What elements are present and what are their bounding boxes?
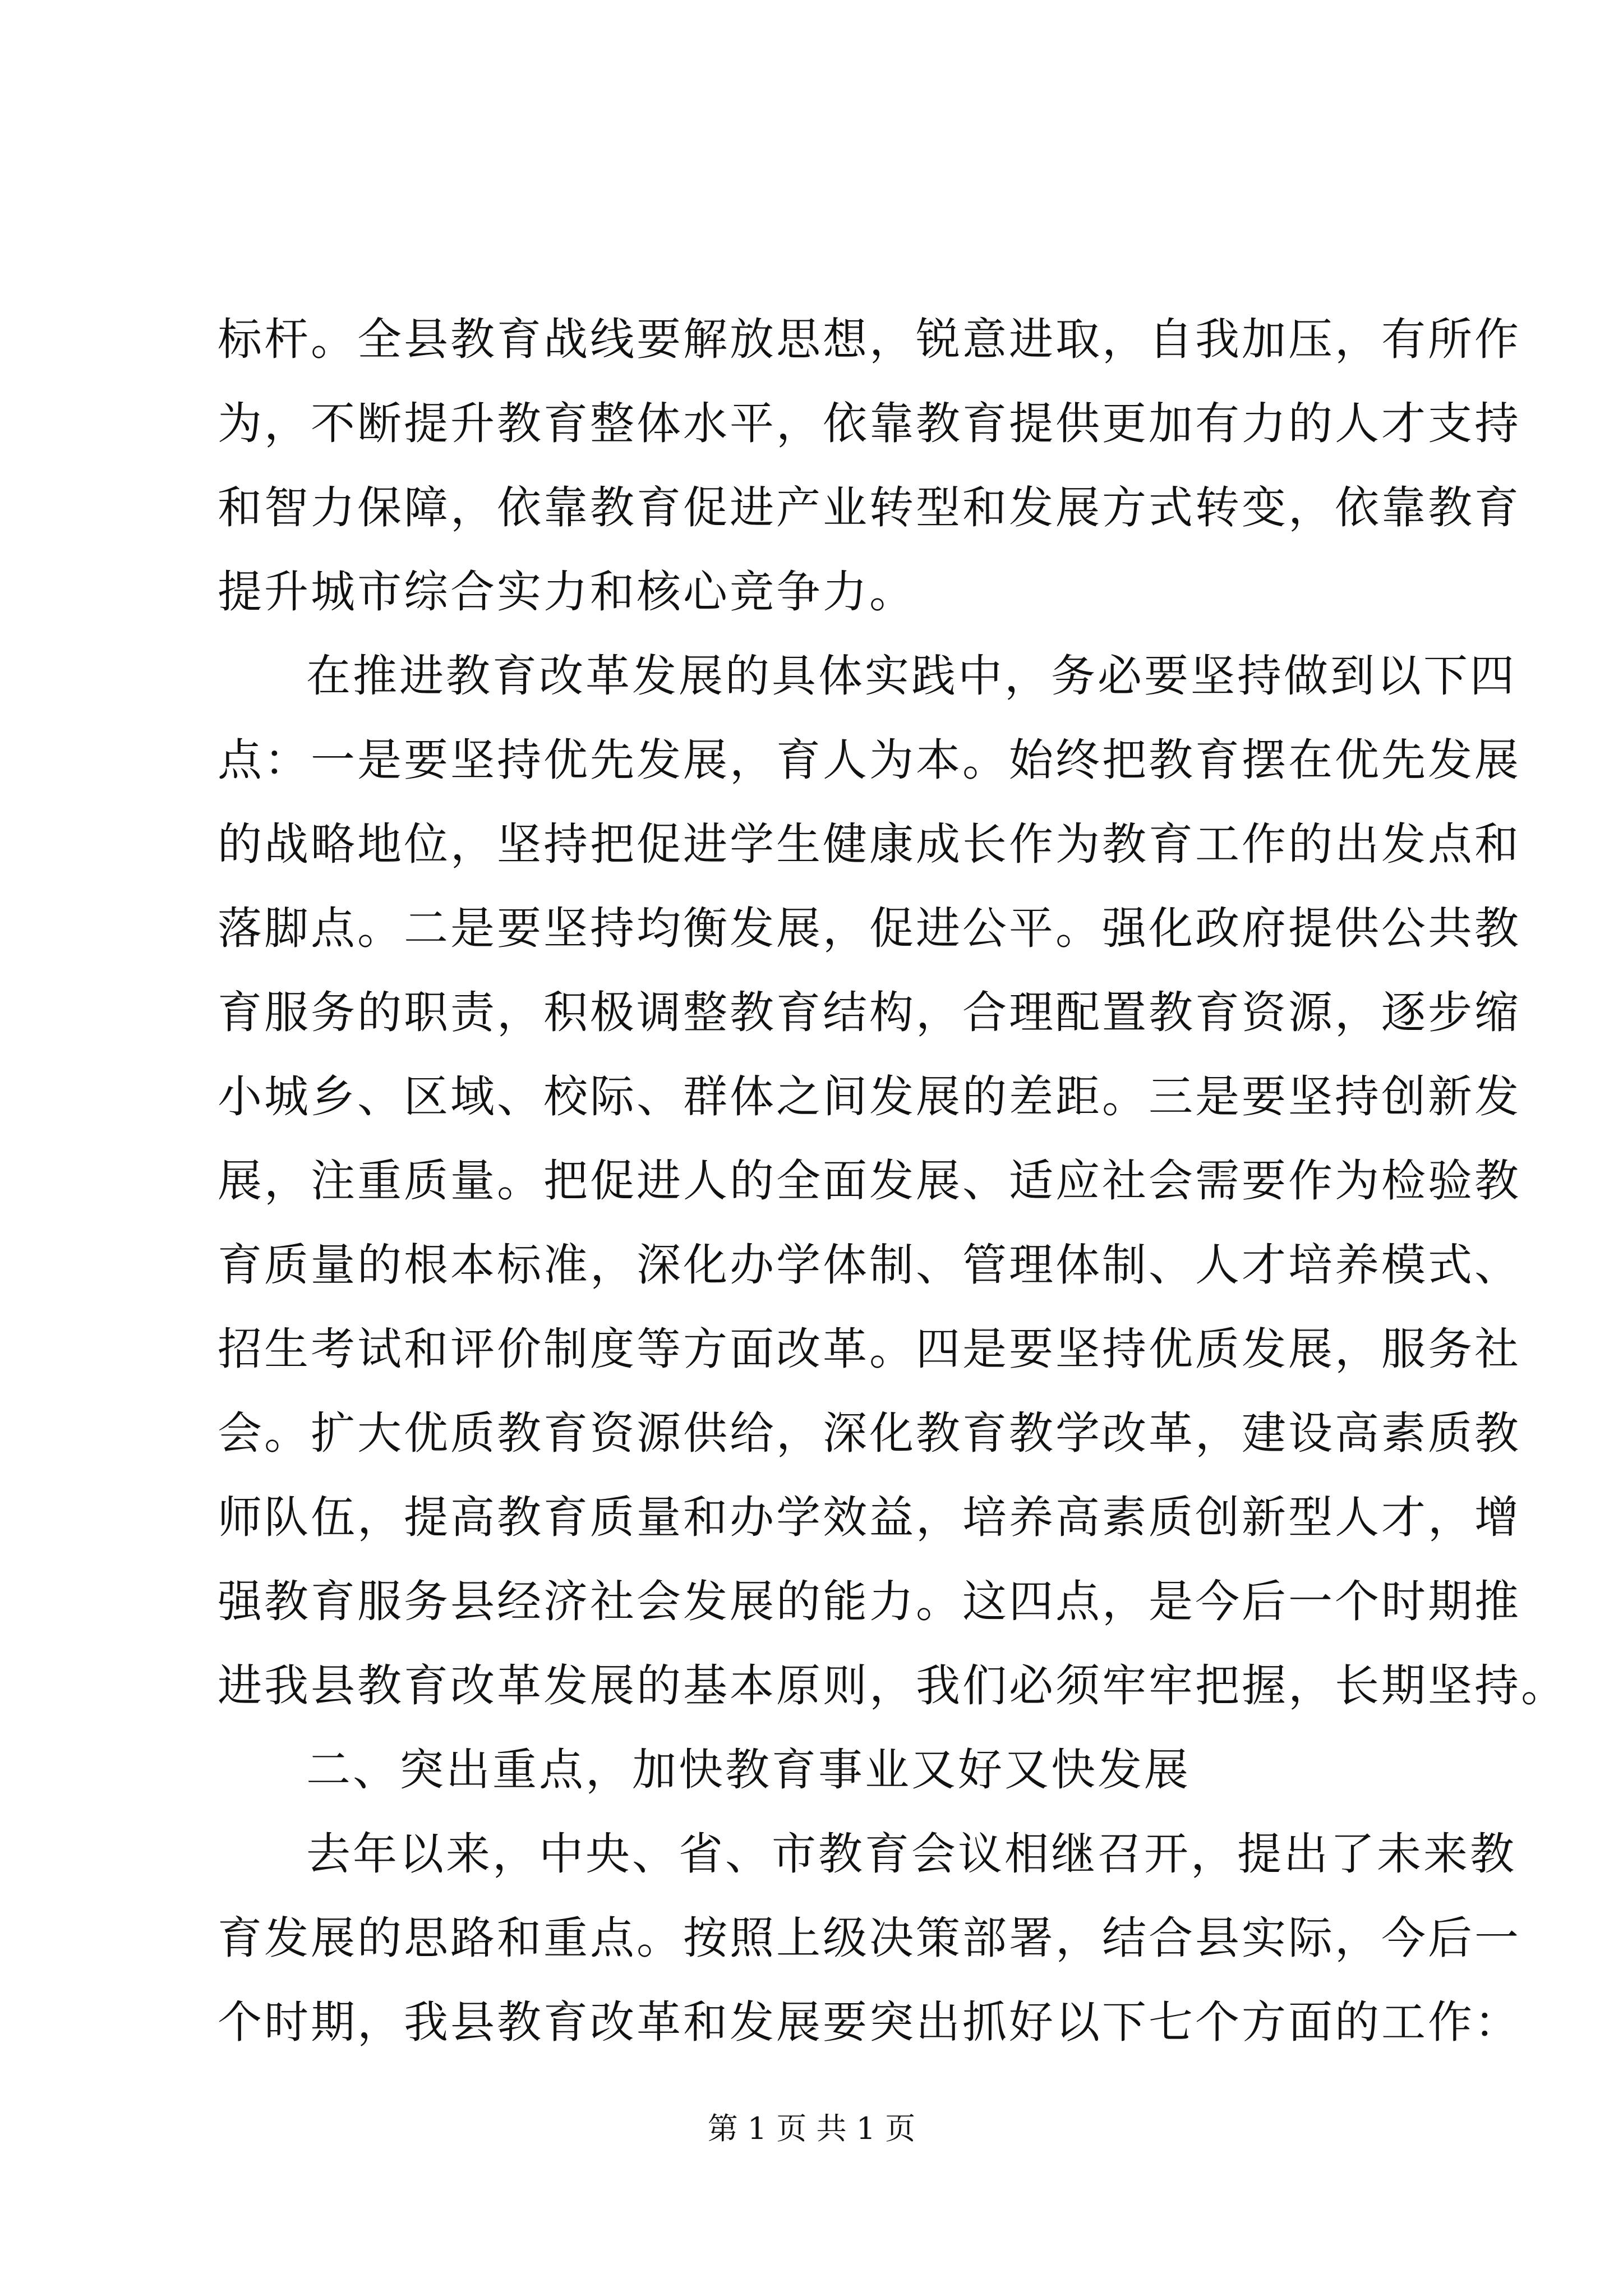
text-line: 展，注重质量。把促进人的全面发展、适应社会需要作为检验教 xyxy=(218,1155,1521,1207)
text-line: 的战略地位，坚持把促进学生健康成长作为教育工作的出发点和 xyxy=(218,818,1521,870)
text-line: 强教育服务县经济社会发展的能力。这四点，是今后一个时期推 xyxy=(218,1576,1521,1627)
text-line: 落脚点。二是要坚持均衡发展，促进公平。强化政府提供公共教 xyxy=(218,903,1521,954)
text-line: 标杆。全县教育战线要解放思想，锐意进取，自我加压，有所作 xyxy=(218,314,1521,365)
text-line: 会。扩大优质教育资源供给，深化教育教学改革，建设高素质教 xyxy=(218,1407,1521,1459)
text-line: 为，不断提升教育整体水平，依靠教育提供更加有力的人才支持 xyxy=(218,398,1521,449)
text-line: 育质量的根本标准，深化办学体制、管理体制、人才培养模式、 xyxy=(218,1239,1521,1291)
text-line: 提升城市综合实力和核心竞争力。 xyxy=(218,566,916,618)
text-line: 个时期，我县教育改革和发展要突出抓好以下七个方面的工作： xyxy=(218,1996,1521,2048)
text-line: 育发展的思路和重点。按照上级决策部署，结合县实际，今后一 xyxy=(218,1912,1521,1964)
text-line: 和智力保障，依靠教育促进产业转型和发展方式转变，依靠教育 xyxy=(218,482,1521,533)
section-heading: 二、突出重点，加快教育事业又好又快发展 xyxy=(306,1744,1191,1796)
page-number-footer: 第 1 页 共 1 页 xyxy=(707,2111,916,2146)
document-body xyxy=(218,297,1567,2064)
text-line: 小城乡、区域、校际、群体之间发展的差距。三是要坚持创新发 xyxy=(218,1071,1521,1122)
paragraph-first-line: 在推进教育改革发展的具体实践中，务必要坚持做到以下四 xyxy=(306,650,1516,702)
paragraph-first-line: 去年以来，中央、省、市教育会议相继召开，提出了未来教 xyxy=(306,1828,1516,1880)
text-line: 点：一是要坚持优先发展，育人为本。始终把教育摆在优先发展 xyxy=(218,734,1521,786)
text-line: 招生考试和评价制度等方面改革。四是要坚持优质发展，服务社 xyxy=(218,1323,1521,1375)
text-line: 师队伍，提高教育质量和办学效益，培养高素质创新型人才，增 xyxy=(218,1492,1521,1543)
text-line: 育服务的职责，积极调整教育结构，合理配置教育资源，逐步缩 xyxy=(218,987,1521,1038)
text-line: 进我县教育改革发展的基本原则，我们必须牢牢把握，长期坚持。 xyxy=(218,1660,1567,1711)
